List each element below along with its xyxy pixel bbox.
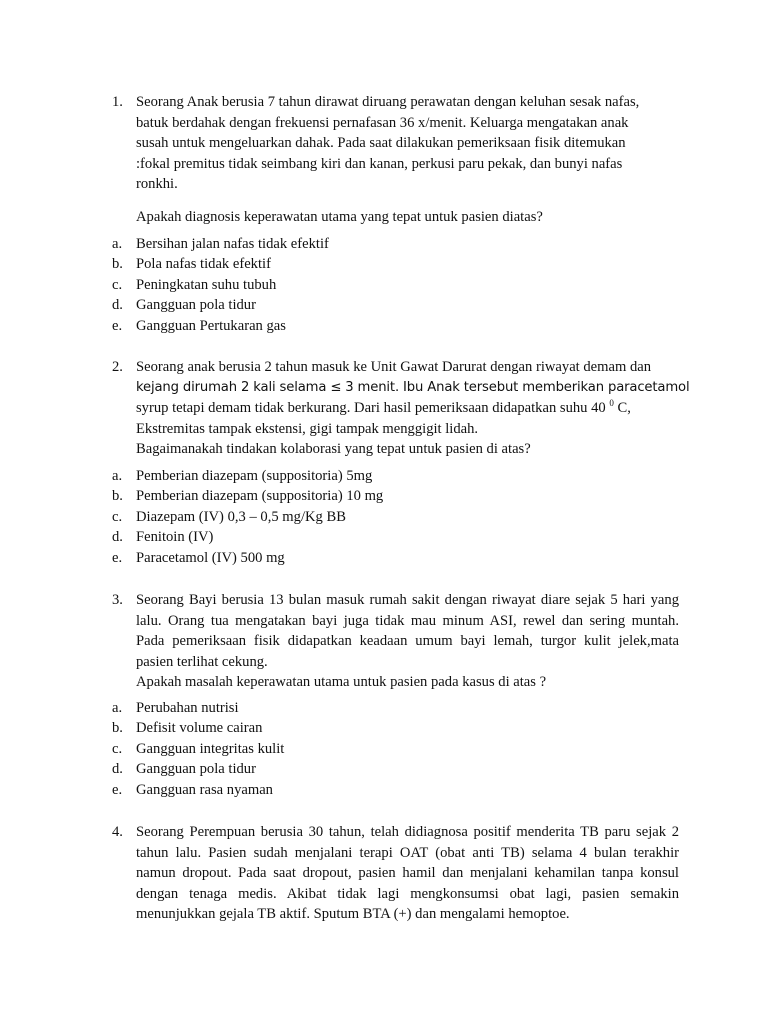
option-b — [0, 254, 768, 274]
option-c — [0, 507, 768, 527]
stem-line-temperature — [136, 398, 679, 419]
question-number: 3. — [112, 592, 123, 608]
options-list-1 — [0, 234, 768, 336]
option-e — [0, 548, 768, 568]
option-letter: d. — [112, 529, 123, 546]
stem-line: tahun lalu. Pasien sudah menjalani terapi OAT (obat anti TB) selama 4 bulan terakhir — [136, 844, 679, 861]
stem-line: Seorang Bayi berusia 13 bulan masuk rumah sakit dengan riwayat diare sejak 5 hari yang — [136, 592, 679, 608]
option-a — [0, 698, 768, 718]
stem-line: Bagaimanakah tindakan kolaborasi yang tepat untuk pasien di atas? — [136, 441, 531, 458]
option-letter: b. — [112, 720, 123, 737]
option-d — [0, 295, 768, 315]
temperature-unit: C, — [613, 400, 631, 417]
stem-line: batuk berdahak dengan frekuensi pernafasan 36 x/menit. Keluarga mengatakan anak — [136, 114, 629, 131]
stem-line: Ekstremitas tampak ekstensi, gigi tampak menggigit lidah. — [136, 420, 479, 437]
stem-line: kejang dirumah 2 kali selama ≤ 3 menit. Ibu Anak tersebut memberikan paracetamol — [136, 379, 690, 395]
option-e — [0, 780, 768, 800]
stem-text: syrup tetapi demam tidak berkurang. Dari hasil pemeriksaan didapatkan suhu 40 — [136, 400, 606, 417]
option-d — [0, 527, 768, 547]
options-list-2 — [0, 466, 768, 568]
question-stem — [136, 92, 679, 195]
option-letter: a. — [112, 236, 123, 252]
stem-line: dengan tenaga medis. Akibat tidak lagi mengkonsumsi obat lagi, pasien semakin — [136, 885, 679, 902]
question-stem — [136, 822, 679, 925]
option-text: Gangguan pola tidur — [136, 761, 256, 778]
option-letter: c. — [112, 508, 123, 525]
stem-line: ronkhi. — [136, 176, 178, 193]
stem-line: lalu. Orang tua mengatakan bayi juga tidak mau minum ASI, rewel dan sering muntah. — [136, 612, 679, 629]
options-list-3 — [0, 698, 768, 800]
question-number: 2. — [112, 359, 123, 375]
option-letter: a. — [112, 700, 123, 716]
stem-line: Seorang Anak berusia 7 tahun dirawat diruang perawatan dengan keluhan sesak nafas, — [136, 94, 640, 110]
stem-line: susah untuk mengeluarkan dahak. Pada saat dilakukan pemeriksaan fisik ditemukan — [136, 135, 626, 152]
option-text: Pemberian diazepam (suppositoria) 5mg — [136, 468, 373, 484]
stem-line: pasien terlihat cekung. — [136, 653, 268, 670]
option-a — [0, 466, 768, 486]
option-text: Perubahan nutrisi — [136, 700, 239, 716]
option-c — [0, 275, 768, 295]
stem-line: Seorang anak berusia 2 tahun masuk ke Unit Gawat Darurat dengan riwayat demam dan — [136, 359, 652, 375]
option-text: Diazepam (IV) 0,3 – 0,5 mg/Kg BB — [136, 508, 346, 525]
question-stem — [136, 357, 690, 460]
option-letter: a. — [112, 468, 123, 484]
option-a — [0, 234, 768, 254]
option-letter: b. — [112, 488, 123, 505]
option-e — [0, 316, 768, 336]
option-text: Defisit volume cairan — [136, 720, 263, 737]
option-text: Fenitoin (IV) — [136, 529, 214, 546]
stem-line: menunjukkan gejala TB aktif. Sputum BTA (+) dan mengalami hemoptoe. — [136, 906, 570, 923]
option-letter: c. — [112, 740, 123, 757]
question-number: 4. — [112, 824, 123, 840]
option-text: Gangguan rasa nyaman — [136, 781, 273, 798]
option-text: Bersihan jalan nafas tidak efektif — [136, 236, 329, 252]
option-c — [0, 739, 768, 759]
option-letter: b. — [112, 256, 123, 273]
question-prompt: Apakah diagnosis keperawatan utama yang tepat untuk pasien diatas? — [136, 209, 543, 225]
option-letter: e. — [112, 549, 123, 566]
option-letter: e. — [112, 317, 123, 334]
question-number: 1. — [112, 94, 123, 110]
option-text: Paracetamol (IV) 500 mg — [136, 549, 285, 566]
option-letter: e. — [112, 781, 123, 798]
stem-line: Seorang Perempuan berusia 30 tahun, telah didiagnosa positif menderita TB paru sejak 2 — [136, 824, 679, 840]
option-text: Pola nafas tidak efektif — [136, 256, 271, 273]
option-letter: d. — [112, 761, 123, 778]
option-letter: d. — [112, 297, 123, 314]
option-d — [0, 759, 768, 779]
stem-line: :fokal premitus tidak seimbang kiri dan kanan, perkusi paru pekak, dan bunyi nafas — [136, 155, 623, 172]
option-b — [0, 486, 768, 506]
option-letter: c. — [112, 276, 123, 293]
option-text: Peningkatan suhu tubuh — [136, 276, 277, 293]
question-prompt: Apakah masalah keperawatan utama untuk pasien pada kasus di atas ? — [136, 674, 547, 690]
option-text: Gangguan pola tidur — [136, 297, 256, 314]
question-stem — [136, 590, 679, 672]
option-text: Gangguan integritas kulit — [136, 740, 285, 757]
stem-line: namun dropout. Pada saat dropout, pasien hamil dan menjalani kehamilan tanpa konsul — [136, 865, 679, 882]
option-b — [0, 718, 768, 738]
stem-line: Pada pemeriksaan fisik didapatkan keadaan umum bayi lemah, turgor kulit jelek,mata — [136, 633, 679, 650]
option-text: Gangguan Pertukaran gas — [136, 317, 286, 334]
option-text: Pemberian diazepam (suppositoria) 10 mg — [136, 488, 384, 505]
degree-superscript: 0 — [609, 398, 614, 409]
